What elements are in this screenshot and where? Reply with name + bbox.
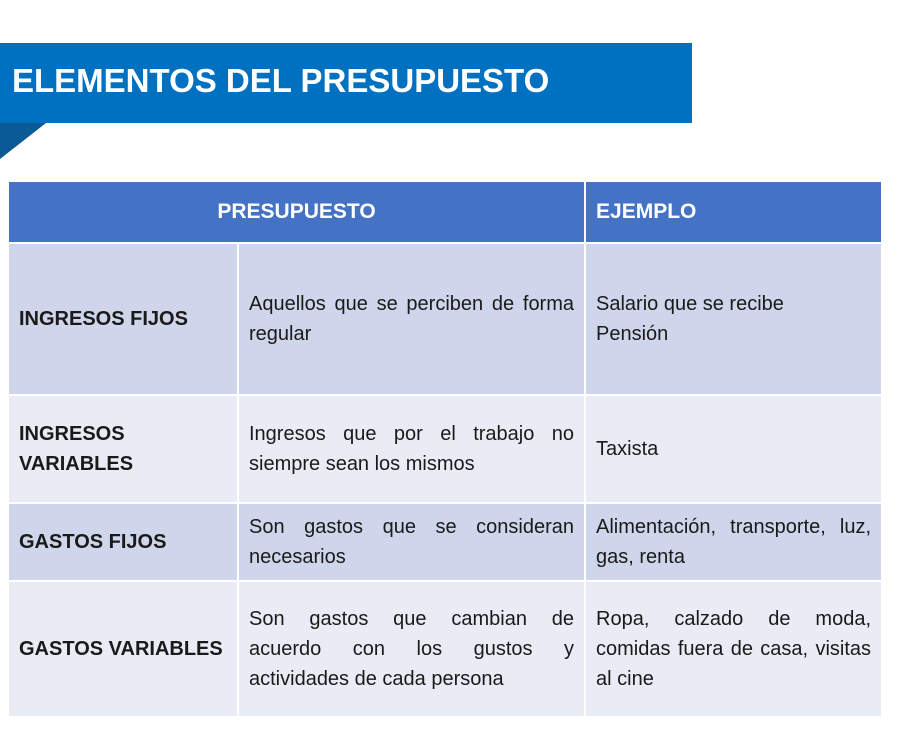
row-example [585,581,882,717]
table-row [8,243,882,395]
budget-elements-table [7,180,883,718]
table-header-row [8,181,882,243]
title-banner-fold [0,123,46,159]
row-description: Son gastos que se consideran necesarios [238,503,585,581]
table-row [8,503,882,581]
row-example [585,503,882,581]
header-presupuesto: PRESUPUESTO [8,181,585,243]
example-line: Taxista [596,438,659,460]
row-example [585,243,882,395]
example-line: Salario que se recibe [596,293,784,315]
row-description: Aquellos que se perciben de forma regular [238,243,585,395]
row-description: Ingresos que por el trabajo no siempre sean los mismos [238,395,585,503]
row-label: GASTOS VARIABLES [8,581,238,717]
example-line: Pensión [596,323,669,345]
table-row [8,581,882,717]
table-row [8,395,882,503]
row-label: INGRESOS FIJOS [8,243,238,395]
row-label: GASTOS FIJOS [8,503,238,581]
example-line: Ropa, calzado de moda, comidas fuera de casa, visitas al cine [596,608,872,690]
row-description: Son gastos que cambian de acuerdo con los gustos y actividades de cada persona [238,581,585,717]
header-ejemplo: EJEMPLO [585,181,882,243]
row-label: INGRESOS VARIABLES [8,395,238,503]
row-example [585,395,882,503]
example-line: Alimentación, transporte, luz, gas, renta [596,516,872,568]
page-title: ELEMENTOS DEL PRESUPUESTO [12,62,550,99]
